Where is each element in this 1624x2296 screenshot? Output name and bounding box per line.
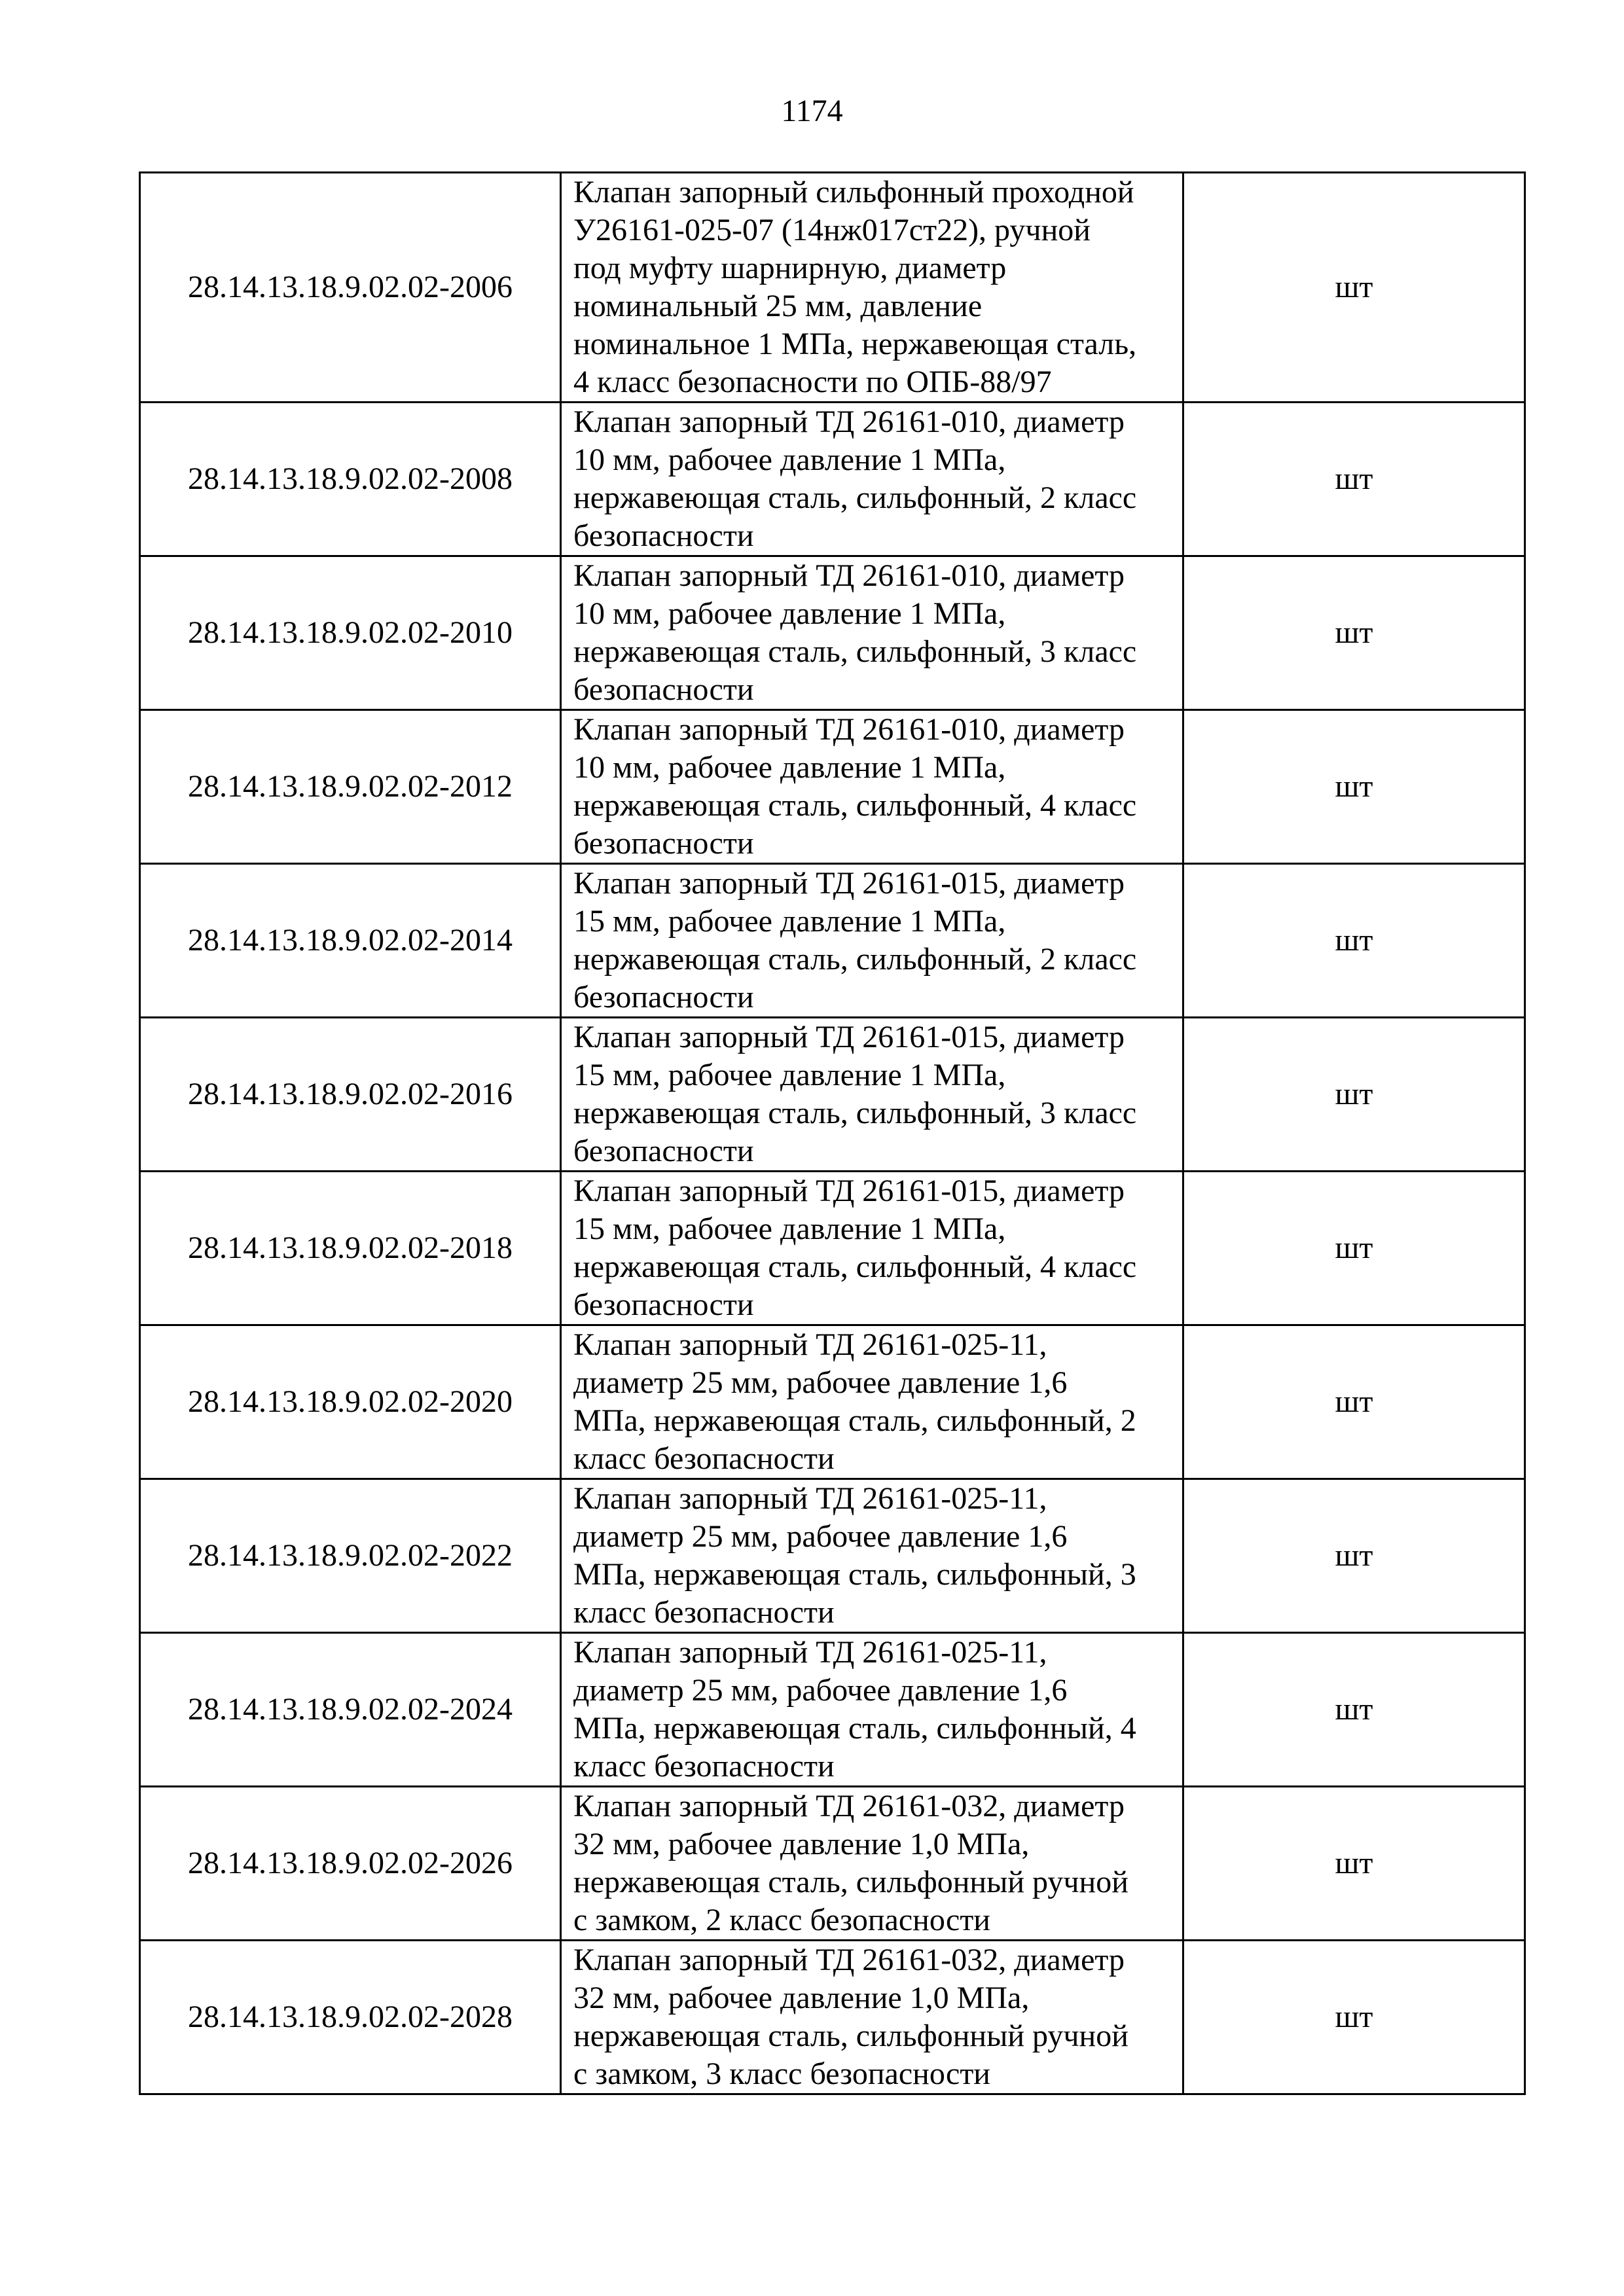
unit-of-measure: шт [1183,1172,1525,1325]
table-row [140,1787,1525,1941]
description-line: нержавеющая сталь, сильфонный, 4 класс [573,788,1137,823]
resource-code: 28.14.13.18.9.02.02-2018 [140,1172,561,1325]
description-line: номинальное 1 МПа, нержавеющая сталь, [573,327,1137,361]
resource-description [561,1018,1183,1172]
description-line: 4 класс безопасности по ОПБ-88/97 [573,365,1052,399]
resource-description [561,1941,1183,2094]
resource-description [561,864,1183,1018]
page-number: 1174 [781,94,843,128]
resource-code: 28.14.13.18.9.02.02-2022 [140,1479,561,1633]
description-line: нержавеющая сталь, сильфонный ручной [573,2018,1128,2053]
resource-code: 28.14.13.18.9.02.02-2016 [140,1018,561,1172]
description-line: нержавеющая сталь, сильфонный, 2 класс [573,480,1137,515]
resource-description [561,1172,1183,1325]
description-line: 10 мм, рабочее давление 1 МПа, [573,442,1006,477]
description-line: Клапан запорный ТД 26161-015, диаметр [573,866,1125,901]
description-line: под муфту шарнирную, диаметр [573,251,1007,285]
resource-description [561,173,1183,403]
unit-of-measure: шт [1183,1018,1525,1172]
unit-of-measure: шт [1183,1325,1525,1479]
unit-of-measure: шт [1183,1479,1525,1633]
description-line: безопасности [573,672,754,707]
resource-code: 28.14.13.18.9.02.02-2014 [140,864,561,1018]
resource-description [561,403,1183,556]
resource-description [561,556,1183,710]
description-line: 15 мм, рабочее давление 1 МПа, [573,1058,1006,1092]
description-line: номинальный 25 мм, давление [573,289,983,323]
table-row [140,864,1525,1018]
table-row [140,710,1525,864]
description-line: диаметр 25 мм, рабочее давление 1,6 [573,1519,1068,1554]
table-row [140,403,1525,556]
table-row [140,1941,1525,2094]
resource-description [561,1479,1183,1633]
unit-of-measure: шт [1183,1787,1525,1941]
description-line: У26161-025-07 (14нж017ст22), ручной [573,213,1091,247]
resource-code: 28.14.13.18.9.02.02-2008 [140,403,561,556]
description-line: нержавеющая сталь, сильфонный, 2 класс [573,942,1137,977]
description-line: безопасности [573,826,754,861]
description-line: нержавеющая сталь, сильфонный, 3 класс [573,634,1137,669]
description-line: диаметр 25 мм, рабочее давление 1,6 [573,1673,1068,1708]
unit-of-measure: шт [1183,864,1525,1018]
description-line: Клапан запорный ТД 26161-025-11, [573,1481,1047,1516]
description-line: 10 мм, рабочее давление 1 МПа, [573,596,1006,631]
table-row [140,1633,1525,1787]
resource-table [139,171,1526,2095]
resource-code: 28.14.13.18.9.02.02-2020 [140,1325,561,1479]
description-line: Клапан запорный ТД 26161-015, диаметр [573,1020,1125,1054]
description-line: МПа, нержавеющая сталь, сильфонный, 3 [573,1557,1136,1592]
unit-of-measure: шт [1183,403,1525,556]
description-line: Клапан запорный ТД 26161-010, диаметр [573,712,1125,747]
description-line: Клапан запорный сильфонный проходной [573,175,1134,209]
description-line: с замком, 2 класс безопасности [573,1903,990,1937]
table-row [140,1325,1525,1479]
description-line: диаметр 25 мм, рабочее давление 1,6 [573,1365,1068,1400]
resource-description [561,1633,1183,1787]
resource-description [561,1325,1183,1479]
resource-code: 28.14.13.18.9.02.02-2028 [140,1941,561,2094]
description-line: 10 мм, рабочее давление 1 МПа, [573,750,1006,785]
description-line: Клапан запорный ТД 26161-032, диаметр [573,1789,1125,1823]
description-line: безопасности [573,1134,754,1168]
description-line: Клапан запорный ТД 26161-025-11, [573,1327,1047,1362]
description-line: Клапан запорный ТД 26161-025-11, [573,1635,1047,1670]
description-line: класс безопасности [573,1595,835,1630]
description-line: безопасности [573,518,754,553]
description-line: класс безопасности [573,1441,835,1476]
table-row [140,1479,1525,1633]
unit-of-measure: шт [1183,556,1525,710]
description-line: Клапан запорный ТД 26161-015, диаметр [573,1174,1125,1208]
resource-description [561,1787,1183,1941]
description-line: Клапан запорный ТД 26161-010, диаметр [573,404,1125,439]
description-line: нержавеющая сталь, сильфонный, 4 класс [573,1249,1137,1284]
unit-of-measure: шт [1183,1633,1525,1787]
description-line: Клапан запорный ТД 26161-032, диаметр [573,1943,1125,1977]
description-line: безопасности [573,980,754,1014]
table-row [140,556,1525,710]
unit-of-measure: шт [1183,1941,1525,2094]
resource-code: 28.14.13.18.9.02.02-2010 [140,556,561,710]
resource-code: 28.14.13.18.9.02.02-2026 [140,1787,561,1941]
description-line: класс безопасности [573,1749,835,1784]
description-line: 32 мм, рабочее давление 1,0 МПа, [573,1981,1030,2015]
description-line: 32 мм, рабочее давление 1,0 МПа, [573,1827,1030,1861]
resource-code: 28.14.13.18.9.02.02-2006 [140,173,561,403]
resource-code: 28.14.13.18.9.02.02-2012 [140,710,561,864]
description-line: нержавеющая сталь, сильфонный, 3 класс [573,1096,1137,1130]
description-line: МПа, нержавеющая сталь, сильфонный, 4 [573,1711,1136,1746]
table-row [140,173,1525,403]
description-line: Клапан запорный ТД 26161-010, диаметр [573,558,1125,593]
description-line: с замком, 3 класс безопасности [573,2056,990,2091]
description-line: безопасности [573,1287,754,1322]
resource-description [561,710,1183,864]
description-line: МПа, нержавеющая сталь, сильфонный, 2 [573,1403,1136,1438]
table-body [140,173,1525,2094]
resource-code: 28.14.13.18.9.02.02-2024 [140,1633,561,1787]
table-row [140,1018,1525,1172]
table-row [140,1172,1525,1325]
unit-of-measure: шт [1183,173,1525,403]
description-line: 15 мм, рабочее давление 1 МПа, [573,904,1006,939]
description-line: нержавеющая сталь, сильфонный ручной [573,1865,1128,1899]
description-line: 15 мм, рабочее давление 1 МПа, [573,1211,1006,1246]
unit-of-measure: шт [1183,710,1525,864]
